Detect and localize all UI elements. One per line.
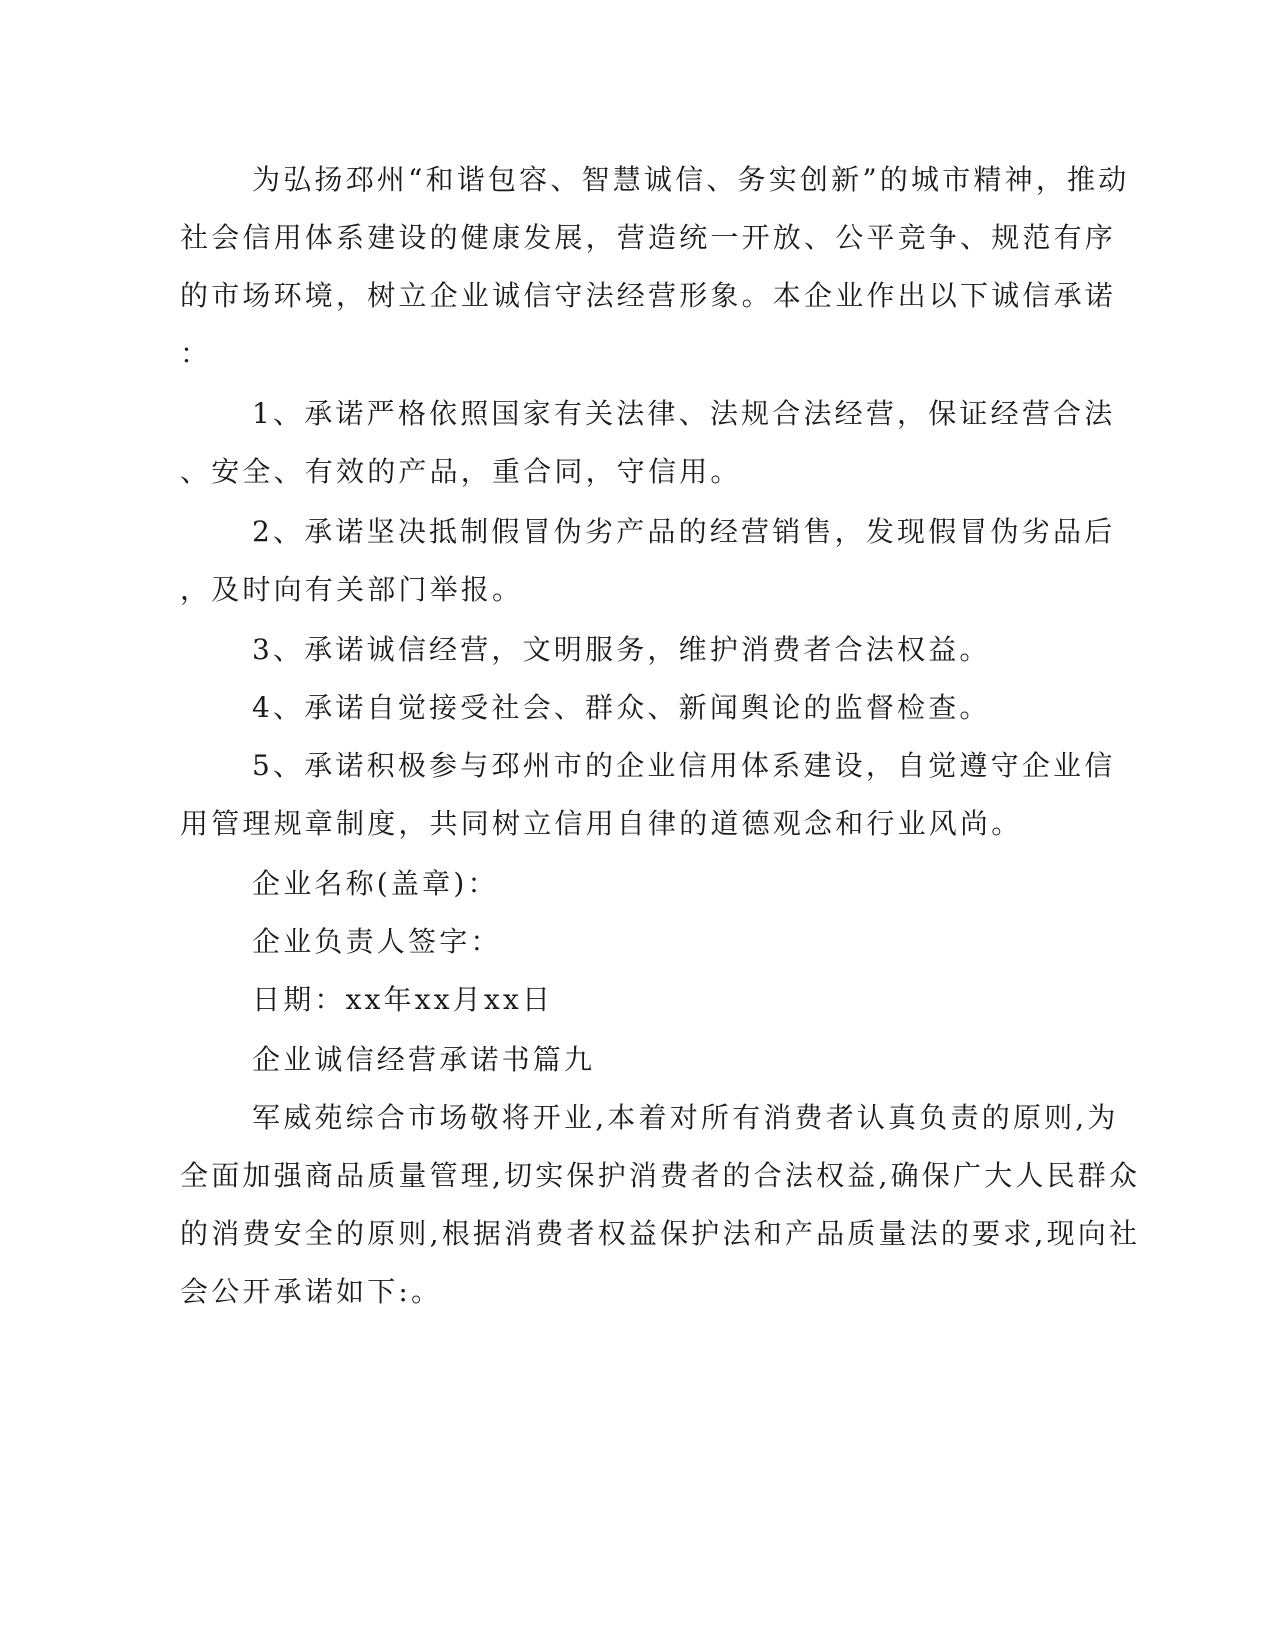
commitment-2-line-2: ，及时向有关部门举报。 bbox=[180, 573, 524, 606]
company-name-field: 企业名称(盖章)： bbox=[252, 867, 499, 900]
commitment-1-line-2: 、安全、有效的产品，重合同，守信用。 bbox=[180, 455, 742, 488]
section-title: 企业诚信经营承诺书篇九 bbox=[252, 1043, 596, 1076]
commitment-1-line-1: 1、承诺严格依照国家有关法律、法规合法经营，保证经营合法 bbox=[252, 397, 1116, 430]
commitment-2-line-1: 2、承诺坚决抵制假冒伪劣产品的经营销售，发现假冒伪劣品后 bbox=[252, 515, 1116, 548]
commitment-4: 4、承诺自觉接受社会、群众、新闻舆论的监督检查。 bbox=[252, 691, 991, 724]
paragraph-intro-line-2: 社会信用体系建设的健康发展，营造统一开放、公平竞争、规范有序 bbox=[180, 221, 1117, 254]
paragraph-intro-line-4: ： bbox=[180, 337, 212, 370]
paragraph-intro-line-3: 的市场环境，树立企业诚信守法经营形象。本企业作出以下诚信承诺 bbox=[180, 279, 1117, 312]
commitment-5-line-2: 用管理规章制度，共同树立信用自律的道德观念和行业风尚。 bbox=[180, 807, 1023, 840]
commitment-5-line-1: 5、承诺积极参与邳州市的企业信用体系建设，自觉遵守企业信 bbox=[252, 749, 1116, 782]
paragraph-market-line-2: 全面加强商品质量管理,切实保护消费者的合法权益,确保广大人民群众 bbox=[180, 1159, 1141, 1192]
date-field: 日期：xx年xx月xx日 bbox=[252, 983, 554, 1016]
paragraph-market-line-3: 的消费安全的原则,根据消费者权益保护法和产品质量法的要求,现向社 bbox=[180, 1217, 1141, 1250]
paragraph-intro-line-1: 为弘扬邳州“和谐包容、智慧诚信、务实创新”的城市精神，推动 bbox=[252, 163, 1130, 196]
signature-field: 企业负责人签字： bbox=[252, 925, 502, 958]
paragraph-market-line-1: 军威苑综合市场敬将开业,本着对所有消费者认真负责的原则,为 bbox=[252, 1101, 1119, 1134]
commitment-3: 3、承诺诚信经营，文明服务，维护消费者合法权益。 bbox=[252, 633, 991, 666]
paragraph-market-line-4: 会公开承诺如下:。 bbox=[180, 1275, 443, 1308]
